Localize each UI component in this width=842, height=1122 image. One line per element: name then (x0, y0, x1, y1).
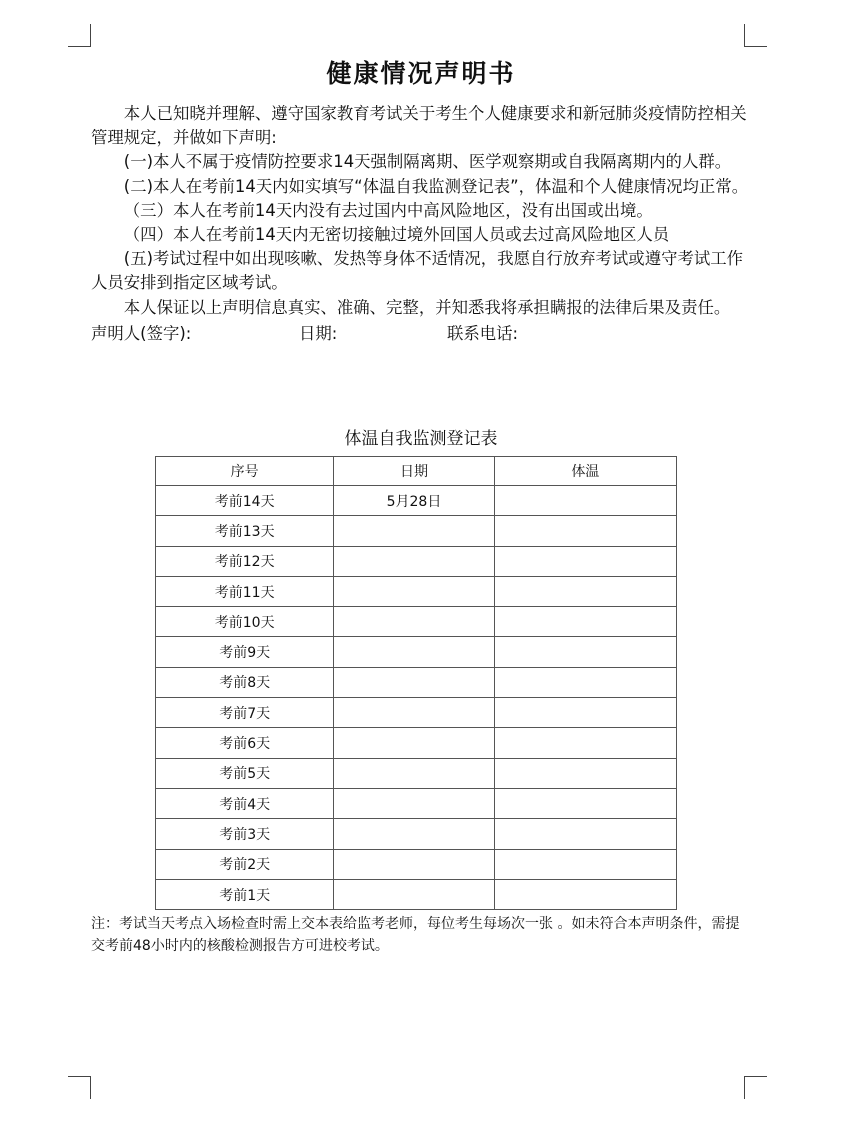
cell-seq: 考前1天 (156, 879, 334, 909)
cell-temp (494, 486, 676, 516)
cell-date (334, 788, 494, 818)
table-header-row (156, 457, 677, 486)
cell-seq: 考前11天 (156, 576, 334, 606)
cell-temp (494, 546, 676, 576)
cell-temp (494, 698, 676, 728)
signature-line (91, 322, 753, 346)
cell-temp (494, 576, 676, 606)
cell-date (334, 516, 494, 546)
table-row (156, 879, 677, 909)
cell-seq: 考前5天 (156, 758, 334, 788)
cell-temp (494, 667, 676, 697)
cell-seq: 考前8天 (156, 667, 334, 697)
temperature-log-table (155, 456, 677, 910)
table-title: 体温自我监测登记表 (344, 429, 498, 449)
cell-temp (494, 849, 676, 879)
cell-seq: 考前7天 (156, 698, 334, 728)
cell-date: 5月28日 (334, 486, 494, 516)
cell-temp (494, 607, 676, 637)
table-row (156, 516, 677, 546)
cell-date (334, 607, 494, 637)
cell-temp (494, 637, 676, 667)
cell-date (334, 879, 494, 909)
table-row (156, 698, 677, 728)
table-row (156, 849, 677, 879)
header-temp: 体温 (494, 457, 676, 486)
footnote: 注：考试当天考点入场检查时需上交本表给监考老师，每位考生每场次一张 。如未符合本声明条件，需提交考前48小时内的核酸检测报告方可进校考试。 (91, 916, 740, 954)
document-title: 健康情况声明书 (326, 59, 516, 88)
table-row (156, 546, 677, 576)
declaration-guarantee: 本人保证以上声明信息真实、准确、完整，并知悉我将承担瞒报的法律后果及责任。 (123, 297, 731, 317)
cell-date (334, 546, 494, 576)
cell-seq: 考前2天 (156, 849, 334, 879)
table-row (156, 486, 677, 516)
cell-seq: 考前6天 (156, 728, 334, 758)
header-date: 日期 (334, 457, 494, 486)
table-row (156, 819, 677, 849)
table-row (156, 607, 677, 637)
declarant-signature-label: 声明人(签字): (91, 323, 192, 343)
table-row (156, 788, 677, 818)
cell-seq: 考前9天 (156, 637, 334, 667)
table-row (156, 667, 677, 697)
cell-date (334, 576, 494, 606)
declaration-item-5: (五)考试过程中如出现咳嗽、发热等身体不适情况，我愿自行放弃考试或遵守考试工作人员安排到指定区域考试。 (91, 249, 744, 293)
cell-date (334, 849, 494, 879)
table-row (156, 728, 677, 758)
declaration-item-3: （三）本人在考前14天内没有去过国内中高风险地区，没有出国或出境。 (123, 200, 653, 220)
crop-mark-bottom-right (744, 1076, 767, 1099)
table-row (156, 576, 677, 606)
cell-temp (494, 788, 676, 818)
crop-mark-top-right (744, 24, 767, 47)
cell-seq: 考前14天 (156, 486, 334, 516)
cell-temp (494, 819, 676, 849)
cell-date (334, 728, 494, 758)
cell-date (334, 667, 494, 697)
cell-date (334, 758, 494, 788)
declaration-item-1: (一)本人不属于疫情防控要求14天强制隔离期、医学观察期或自我隔离期内的人群。 (123, 152, 732, 172)
cell-temp (494, 758, 676, 788)
cell-seq: 考前13天 (156, 516, 334, 546)
table-row (156, 637, 677, 667)
cell-date (334, 819, 494, 849)
cell-temp (494, 728, 676, 758)
declaration-item-4: （四）本人在考前14天内无密切接触过境外回国人员或去过高风险地区人员 (123, 225, 670, 245)
declaration-body (91, 102, 753, 346)
cell-seq: 考前4天 (156, 788, 334, 818)
table-row (156, 758, 677, 788)
cell-seq: 考前10天 (156, 607, 334, 637)
header-seq: 序号 (156, 457, 334, 486)
declaration-intro: 本人已知晓并理解、遵守国家教育考试关于考生个人健康要求和新冠肺炎疫情防控相关管理规定，并做如下声明: (91, 104, 747, 148)
date-label: 日期: (299, 323, 338, 343)
cell-temp (494, 879, 676, 909)
crop-mark-top-left (68, 24, 91, 47)
crop-mark-bottom-left (68, 1076, 91, 1099)
declaration-item-2: (二)本人在考前14天内如实填写“体温自我监测登记表”，体温和个人健康情况均正常。 (123, 176, 749, 196)
phone-label: 联系电话: (447, 323, 519, 343)
cell-seq: 考前3天 (156, 819, 334, 849)
cell-date (334, 637, 494, 667)
cell-date (334, 698, 494, 728)
cell-temp (494, 516, 676, 546)
cell-seq: 考前12天 (156, 546, 334, 576)
